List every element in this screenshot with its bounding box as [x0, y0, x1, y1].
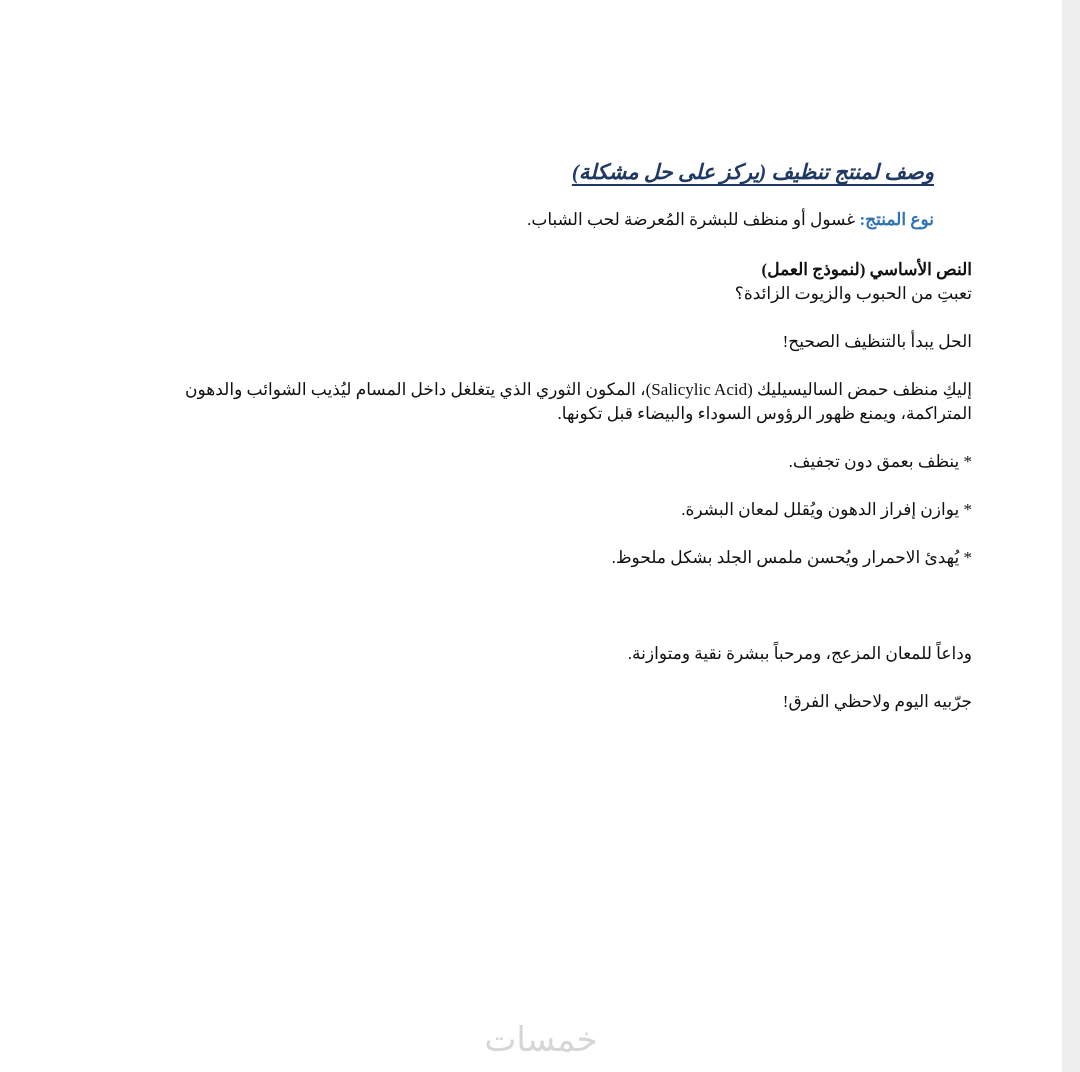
document-title: وصف لمنتج تنظيف (يركز على حل مشكلة) [571, 160, 934, 184]
product-type-value: غسول أو منظف للبشرة المُعرضة لحب الشباب. [527, 210, 860, 229]
question-line: تعبتِ من الحبوب والزيوت الزائدة؟ [734, 284, 972, 303]
section-heading: النص الأساسي (لنموذج العمل) [761, 260, 972, 279]
product-type-label: نوع المنتج: [859, 210, 934, 229]
page-edge-margin [1062, 0, 1080, 1072]
bullet-item: * ينظف بعمق دون تجفيف. [788, 452, 972, 471]
watermark-logo: خمسات [484, 1020, 598, 1060]
closing-line: وداعاً للمعان المزعج، ومرحباً ببشرة نقية ومتوازنة. [627, 644, 972, 663]
bullet-item: * يوازن إفراز الدهون ويُقلل لمعان البشرة. [681, 500, 972, 519]
document-body [142, 150, 972, 714]
intro-paragraph: إليكِ منظف حمض الساليسيليك (Salicylic Acid)، المكون الثوري الذي يتغلغل داخل المسام ليُذيب الشوائب والدهون المتراكمة، ويمنع ظهور الرؤوس السوداء والبيضاء قبل تكونها. [185, 380, 972, 423]
product-type-line [142, 208, 934, 232]
bullet-item: * يُهدئ الاحمرار ويُحسن ملمس الجلد بشكل ملحوظ. [611, 548, 972, 567]
call-to-action: جرّبيه اليوم ولاحظي الفرق! [782, 692, 972, 711]
solution-line: الحل يبدأ بالتنظيف الصحيح! [782, 332, 972, 351]
